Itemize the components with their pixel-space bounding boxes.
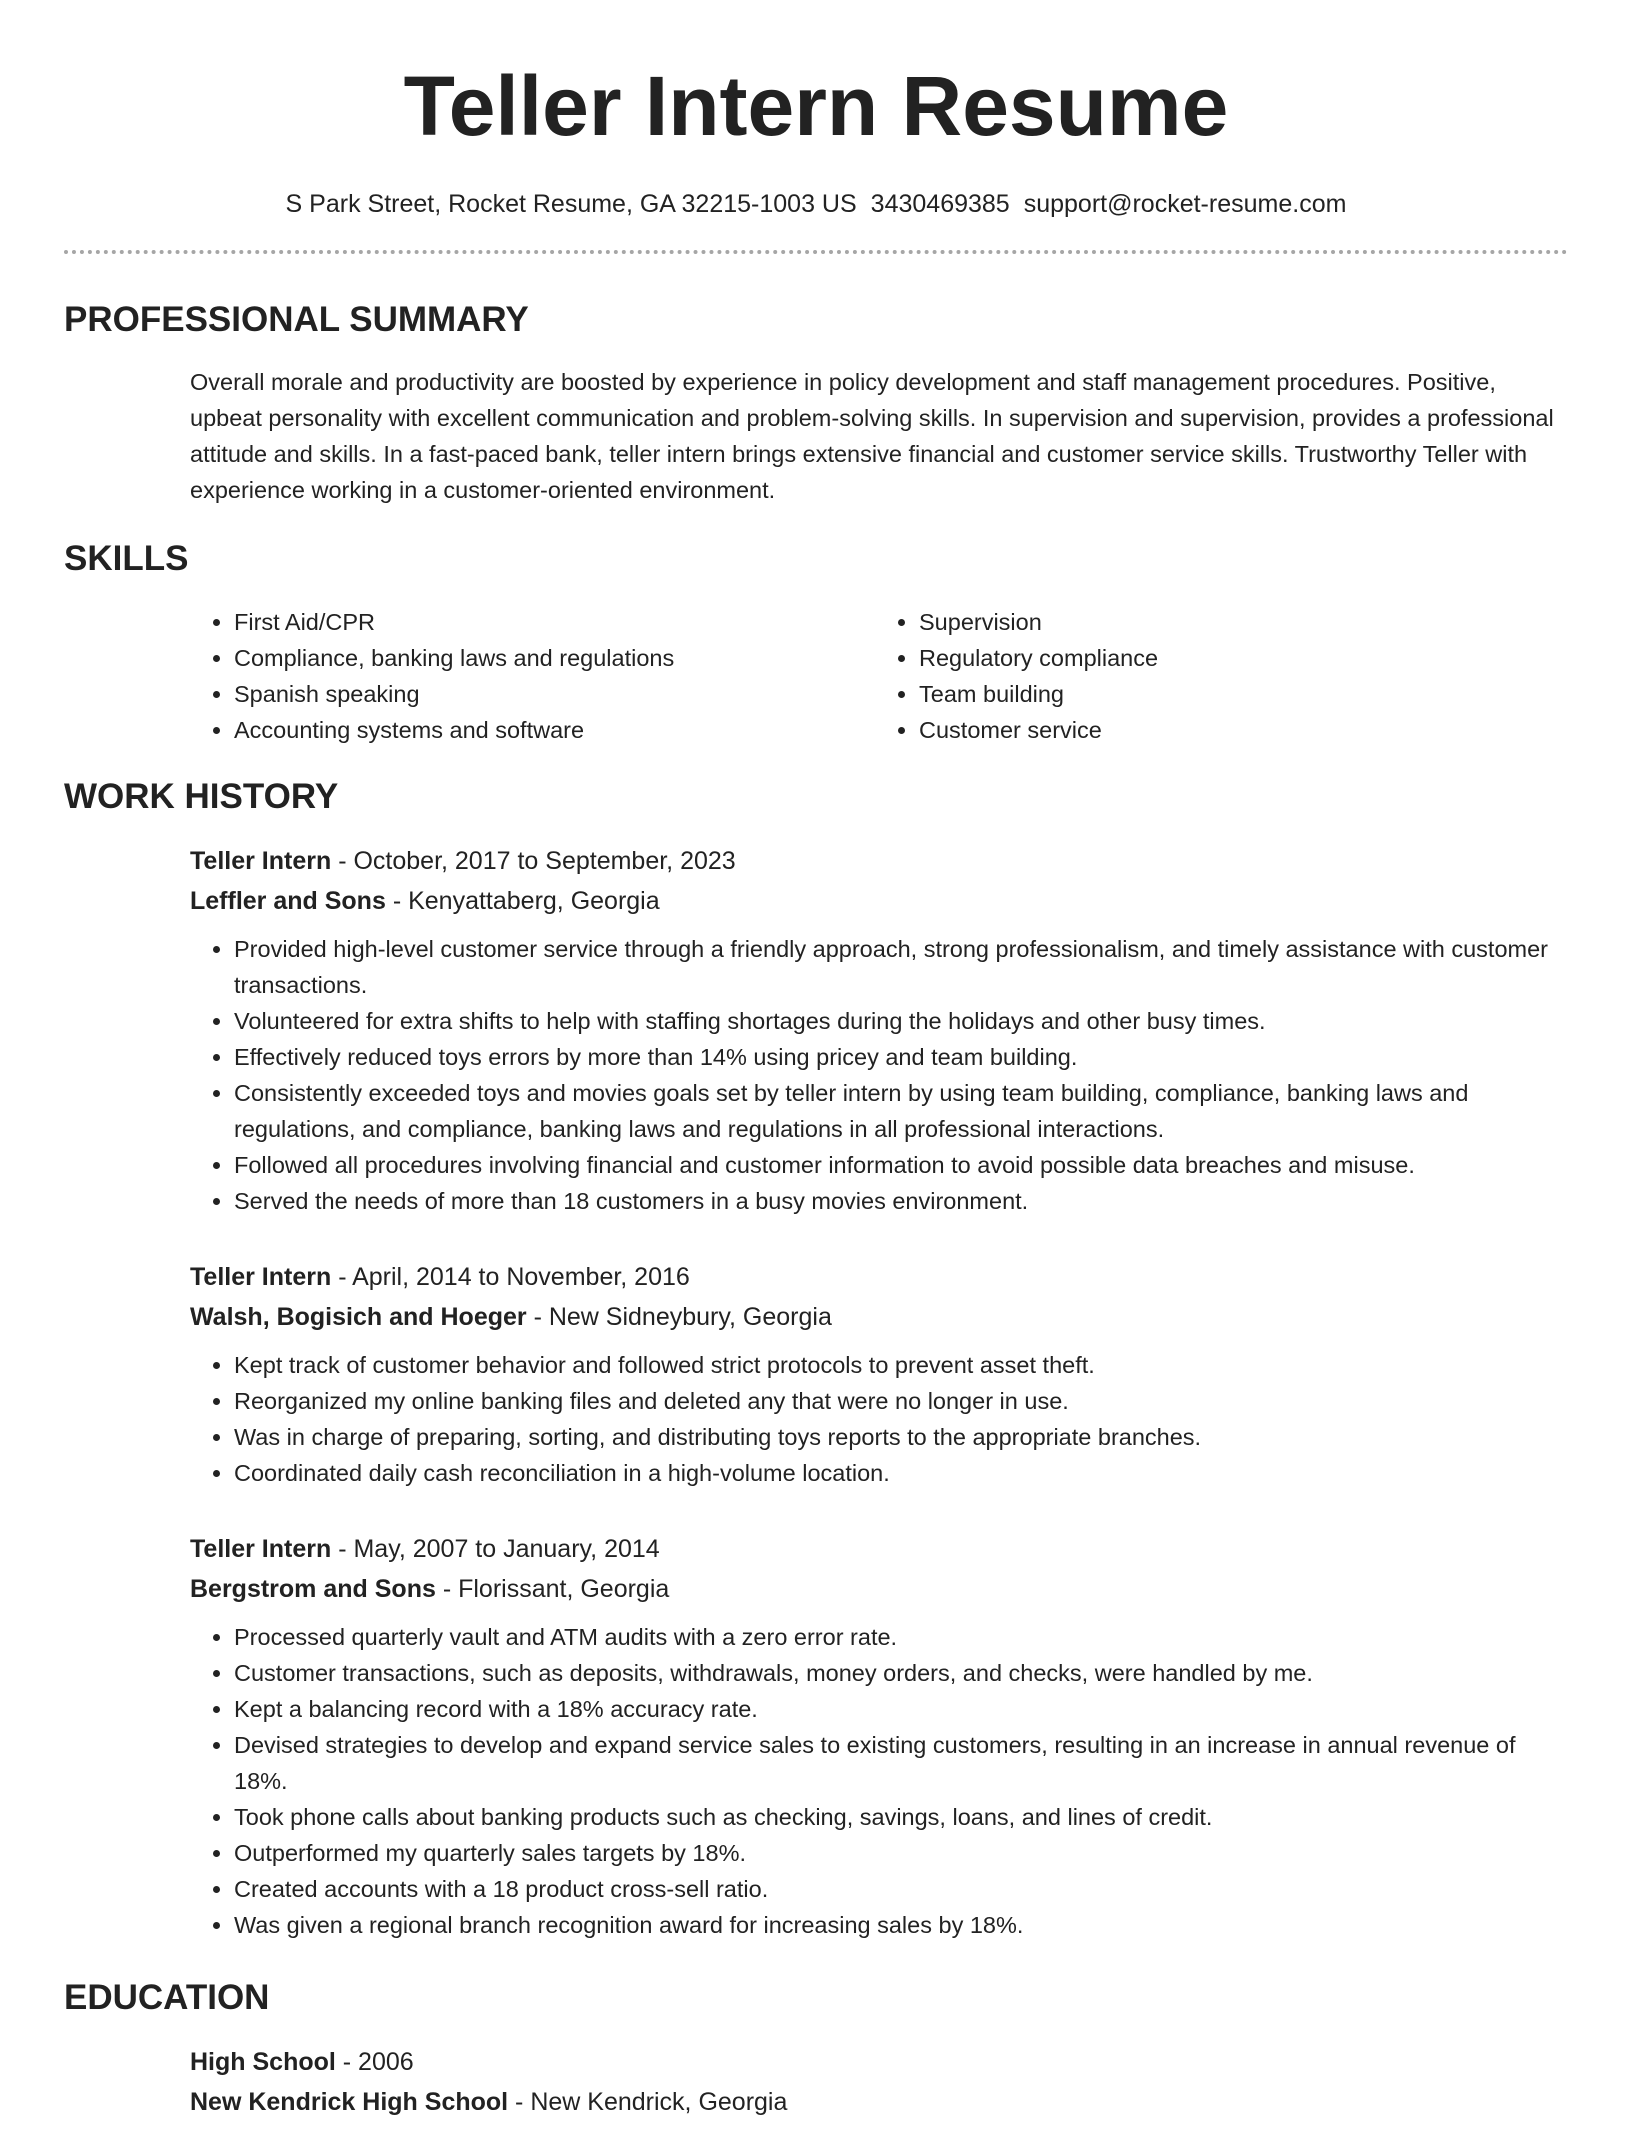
job-location: - New Sidneybury, Georgia	[526, 1303, 832, 1331]
job-bullet: • Reorganized my online banking files and deleted any that were no longer in use.	[234, 1383, 1560, 1419]
job-position: Teller Intern	[190, 1263, 332, 1291]
skills-list-left	[190, 604, 875, 748]
skills-heading: SKILLS	[64, 539, 189, 578]
job-employer-line	[190, 1297, 1560, 1337]
job-bullet: • Coordinated daily cash reconciliation in a high-volume location.	[234, 1455, 1560, 1491]
contact-phone: 3430469385	[870, 190, 1010, 218]
job-bullet: • Volunteered for extra shifts to help with staffing shortages during the holidays and other busy times.	[234, 1003, 1560, 1039]
job-bullet: • Was given a regional branch recognition award for increasing sales by 18%.	[234, 1907, 1560, 1943]
job-bullet: • Served the needs of more than 18 customers in a busy movies environment.	[234, 1183, 1560, 1219]
job-bullets	[190, 931, 1560, 1219]
job-bullet: • Consistently exceeded toys and movies goals set by teller intern by using team building, compliance, banking laws and regulations, and compliance, banking laws and regulations in all professional interactions.	[234, 1075, 1560, 1147]
summary-heading: PROFESSIONAL SUMMARY	[64, 300, 529, 339]
job-dates: - May, 2007 to January, 2014	[331, 1535, 660, 1563]
job-bullet: • Was in charge of preparing, sorting, and distributing toys reports to the appropriate branches.	[234, 1419, 1560, 1455]
education-heading: EDUCATION	[64, 1978, 270, 2017]
skills-list-right	[875, 604, 1560, 748]
education-degree: High School	[190, 2048, 336, 2076]
job-employer-line	[190, 881, 1560, 921]
job-bullet: • Outperformed my quarterly sales targets by 18%.	[234, 1835, 1560, 1871]
education-year: - 2006	[335, 2048, 414, 2076]
education-location: - New Kendrick, Georgia	[508, 2088, 788, 2116]
job-employer: Leffler and Sons	[190, 887, 386, 915]
job-bullet: • Customer transactions, such as deposits, withdrawals, money orders, and checks, were handled by me.	[234, 1655, 1560, 1691]
skills-section	[190, 604, 1560, 748]
job-bullet: • Took phone calls about banking products such as checking, savings, loans, and lines of credit.	[234, 1799, 1560, 1835]
job-employer: Walsh, Bogisich and Hoeger	[190, 1303, 527, 1331]
skill-item: • Compliance, banking laws and regulations	[234, 640, 875, 676]
job-bullet: • Provided high-level customer service through a friendly approach, strong professionalism, and timely assistance with customer transactions.	[234, 931, 1560, 1003]
job-bullets	[190, 1347, 1560, 1491]
job-dates: - October, 2017 to September, 2023	[331, 847, 736, 875]
skill-item: • Regulatory compliance	[919, 640, 1560, 676]
header-divider	[64, 250, 1568, 254]
job-bullet: • Created accounts with a 18 product cross-sell ratio.	[234, 1871, 1560, 1907]
job-entry	[190, 1257, 1560, 1491]
education-degree-line	[190, 2042, 1560, 2082]
skill-item: • Team building	[919, 676, 1560, 712]
job-location: - Kenyattaberg, Georgia	[385, 887, 660, 915]
job-bullet: • Kept a balancing record with a 18% accuracy rate.	[234, 1691, 1560, 1727]
job-title-line	[190, 1529, 1560, 1569]
resume-header	[0, 0, 1632, 220]
job-title-line	[190, 841, 1560, 881]
skill-item: • First Aid/CPR	[234, 604, 875, 640]
skills-columns	[190, 604, 1560, 748]
job-bullet: • Effectively reduced toys errors by more than 14% using pricey and team building.	[234, 1039, 1560, 1075]
job-employer: Bergstrom and Sons	[190, 1575, 436, 1603]
education-entry	[190, 2042, 1560, 2132]
job-bullet: • Kept track of customer behavior and followed strict protocols to prevent asset theft.	[234, 1347, 1560, 1383]
job-position: Teller Intern	[190, 1535, 332, 1563]
summary-text: Overall morale and productivity are boosted by experience in policy development and staff management procedures. Positive, upbeat personality with excellent communication and problem-solving skills. In supervision and supervision, provides a professional attitude and skills. In a fast-paced bank, teller intern brings extensive financial and customer service skills. Trustworthy Teller with experience working in a customer-oriented environment.	[190, 369, 1554, 503]
skill-item: • Customer service	[919, 712, 1560, 748]
education-school: New Kendrick High School	[190, 2088, 509, 2116]
skill-item: • Spanish speaking	[234, 676, 875, 712]
job-bullet: • Processed quarterly vault and ATM audits with a zero error rate.	[234, 1619, 1560, 1655]
contact-address: S Park Street, Rocket Resume, GA 32215-1003 US	[285, 190, 857, 218]
job-entry	[190, 841, 1560, 1219]
skill-item: • Supervision	[919, 604, 1560, 640]
job-dates: - April, 2014 to November, 2016	[331, 1263, 690, 1291]
job-entry	[190, 1529, 1560, 1943]
summary-section	[190, 364, 1560, 508]
work-heading: WORK HISTORY	[64, 777, 339, 816]
education-school-line	[190, 2082, 1560, 2122]
job-position: Teller Intern	[190, 847, 332, 875]
skill-item: • Accounting systems and software	[234, 712, 875, 748]
contact-line	[0, 188, 1632, 220]
contact-email: support@rocket-resume.com	[1023, 190, 1347, 218]
resume-title: Teller Intern Resume	[403, 59, 1229, 153]
job-location: - Florissant, Georgia	[435, 1575, 670, 1603]
job-title-line	[190, 1257, 1560, 1297]
job-bullet: • Followed all procedures involving financial and customer information to avoid possible data breaches and misuse.	[234, 1147, 1560, 1183]
job-bullet: • Devised strategies to develop and expand service sales to existing customers, resulting in an increase in annual revenue of 18%.	[234, 1727, 1560, 1799]
job-employer-line	[190, 1569, 1560, 1609]
job-bullets	[190, 1619, 1560, 1943]
